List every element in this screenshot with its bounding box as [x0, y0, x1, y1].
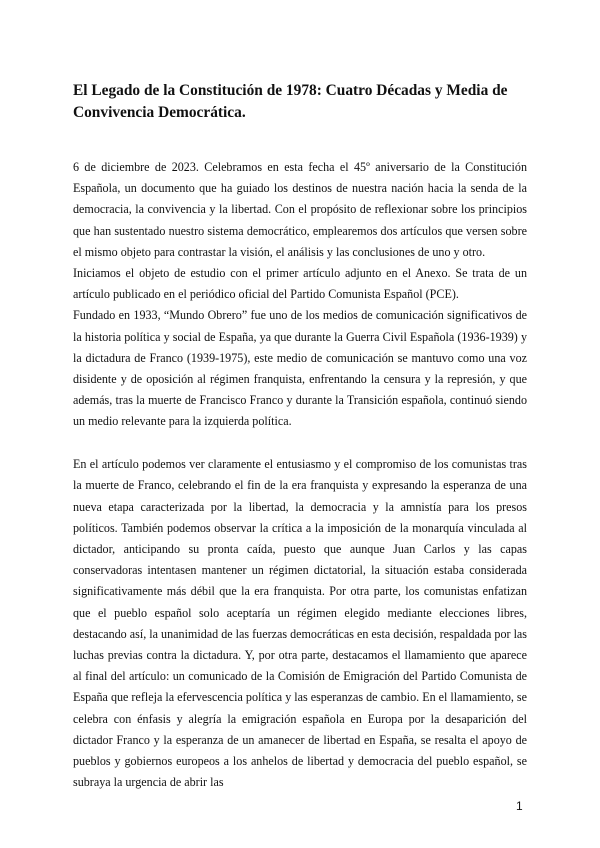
- paragraph-mundo-obrero: Fundado en 1933, “Mundo Obrero” fue uno de los medios de comunicación significativos de la historia política y social de España, ya que durante la Guerra Civil Española (1936-1939) y la dictadura de Franco (1939-1975), este medio de comunicación se mantuvo como una voz disidente y de oposición al régimen franquista, enfrentando la censura y la represión, y que además, tras la muerte de Francisco Franco y durante la Transición española, continuó siendo un medio relevante para la izquierda política.: [73, 308, 527, 429]
- paragraph-article-analysis: En el artículo podemos ver claramente el entusiasmo y el compromiso de los comunistas tras la muerte de Franco, celebrando el fin de la era franquista y expresando la esperanza de una nueva etapa caracterizada por la libertad, la democracia y la amnistía para los presos políticos. También podemos observar la crítica a la imposición de la monarquía vinculada al dictador, anticipando su pronta caída, puesto que aunque Juan Carlos y las capas conservadoras intentasen mantener un régimen dictatorial, la situación estaba considerada significativamente más débil que la era franquista. Por otra parte, los comunistas enfatizan que el pueblo español solo aceptaría un régimen elegido mediante elecciones libres, destacando así, la unanimidad de las fuerzas democráticas en esta decisión, respaldada por las luchas previas contra la dictadura. Y, por otra parte, destacamos el llamamiento que aparece al final del artículo: un comunicado de la Comisión de Emigración del Partido Comunista de España que refleja la efervescencia política y las esperanzas de cambio. En el llamamiento, se celebra con énfasis y alegría la emigración española en Europa por la desaparición del dictador Franco y la esperanza de un amanecer de libertad en España, se resalta el apoyo de pueblos y gobiernos europeos a los anhelos de libertad y democracia del pueblo español, se subraya la urgencia de abrir las: [73, 457, 527, 790]
- page-number: 1: [516, 799, 523, 813]
- document-title: El Legado de la Constitución de 1978: Cuatro Décadas y Media de Convivencia Democrática.: [73, 82, 508, 121]
- document-body: [73, 157, 527, 793]
- paragraph-object-of-study: Iniciamos el objeto de estudio con el primer artículo adjunto en el Anexo. Se trata de un artículo publicado en el periódico oficial del Partido Comunista Español (PCE).: [73, 266, 527, 302]
- paragraph-anniversary: 6 de diciembre de 2023. Celebramos en esta fecha el 45º aniversario de la Constitución Española, un documento que ha guiado los destinos de nuestra nación hacia la senda de la democracia, la convivencia y la libertad. Con el propósito de reflexionar sobre los principios que han sustentado nuestro sistema democrático, emplearemos dos artículos que versen sobre el mismo objeto para contrastar la visión, el análisis y las conclusiones de uno y otro.: [73, 160, 527, 259]
